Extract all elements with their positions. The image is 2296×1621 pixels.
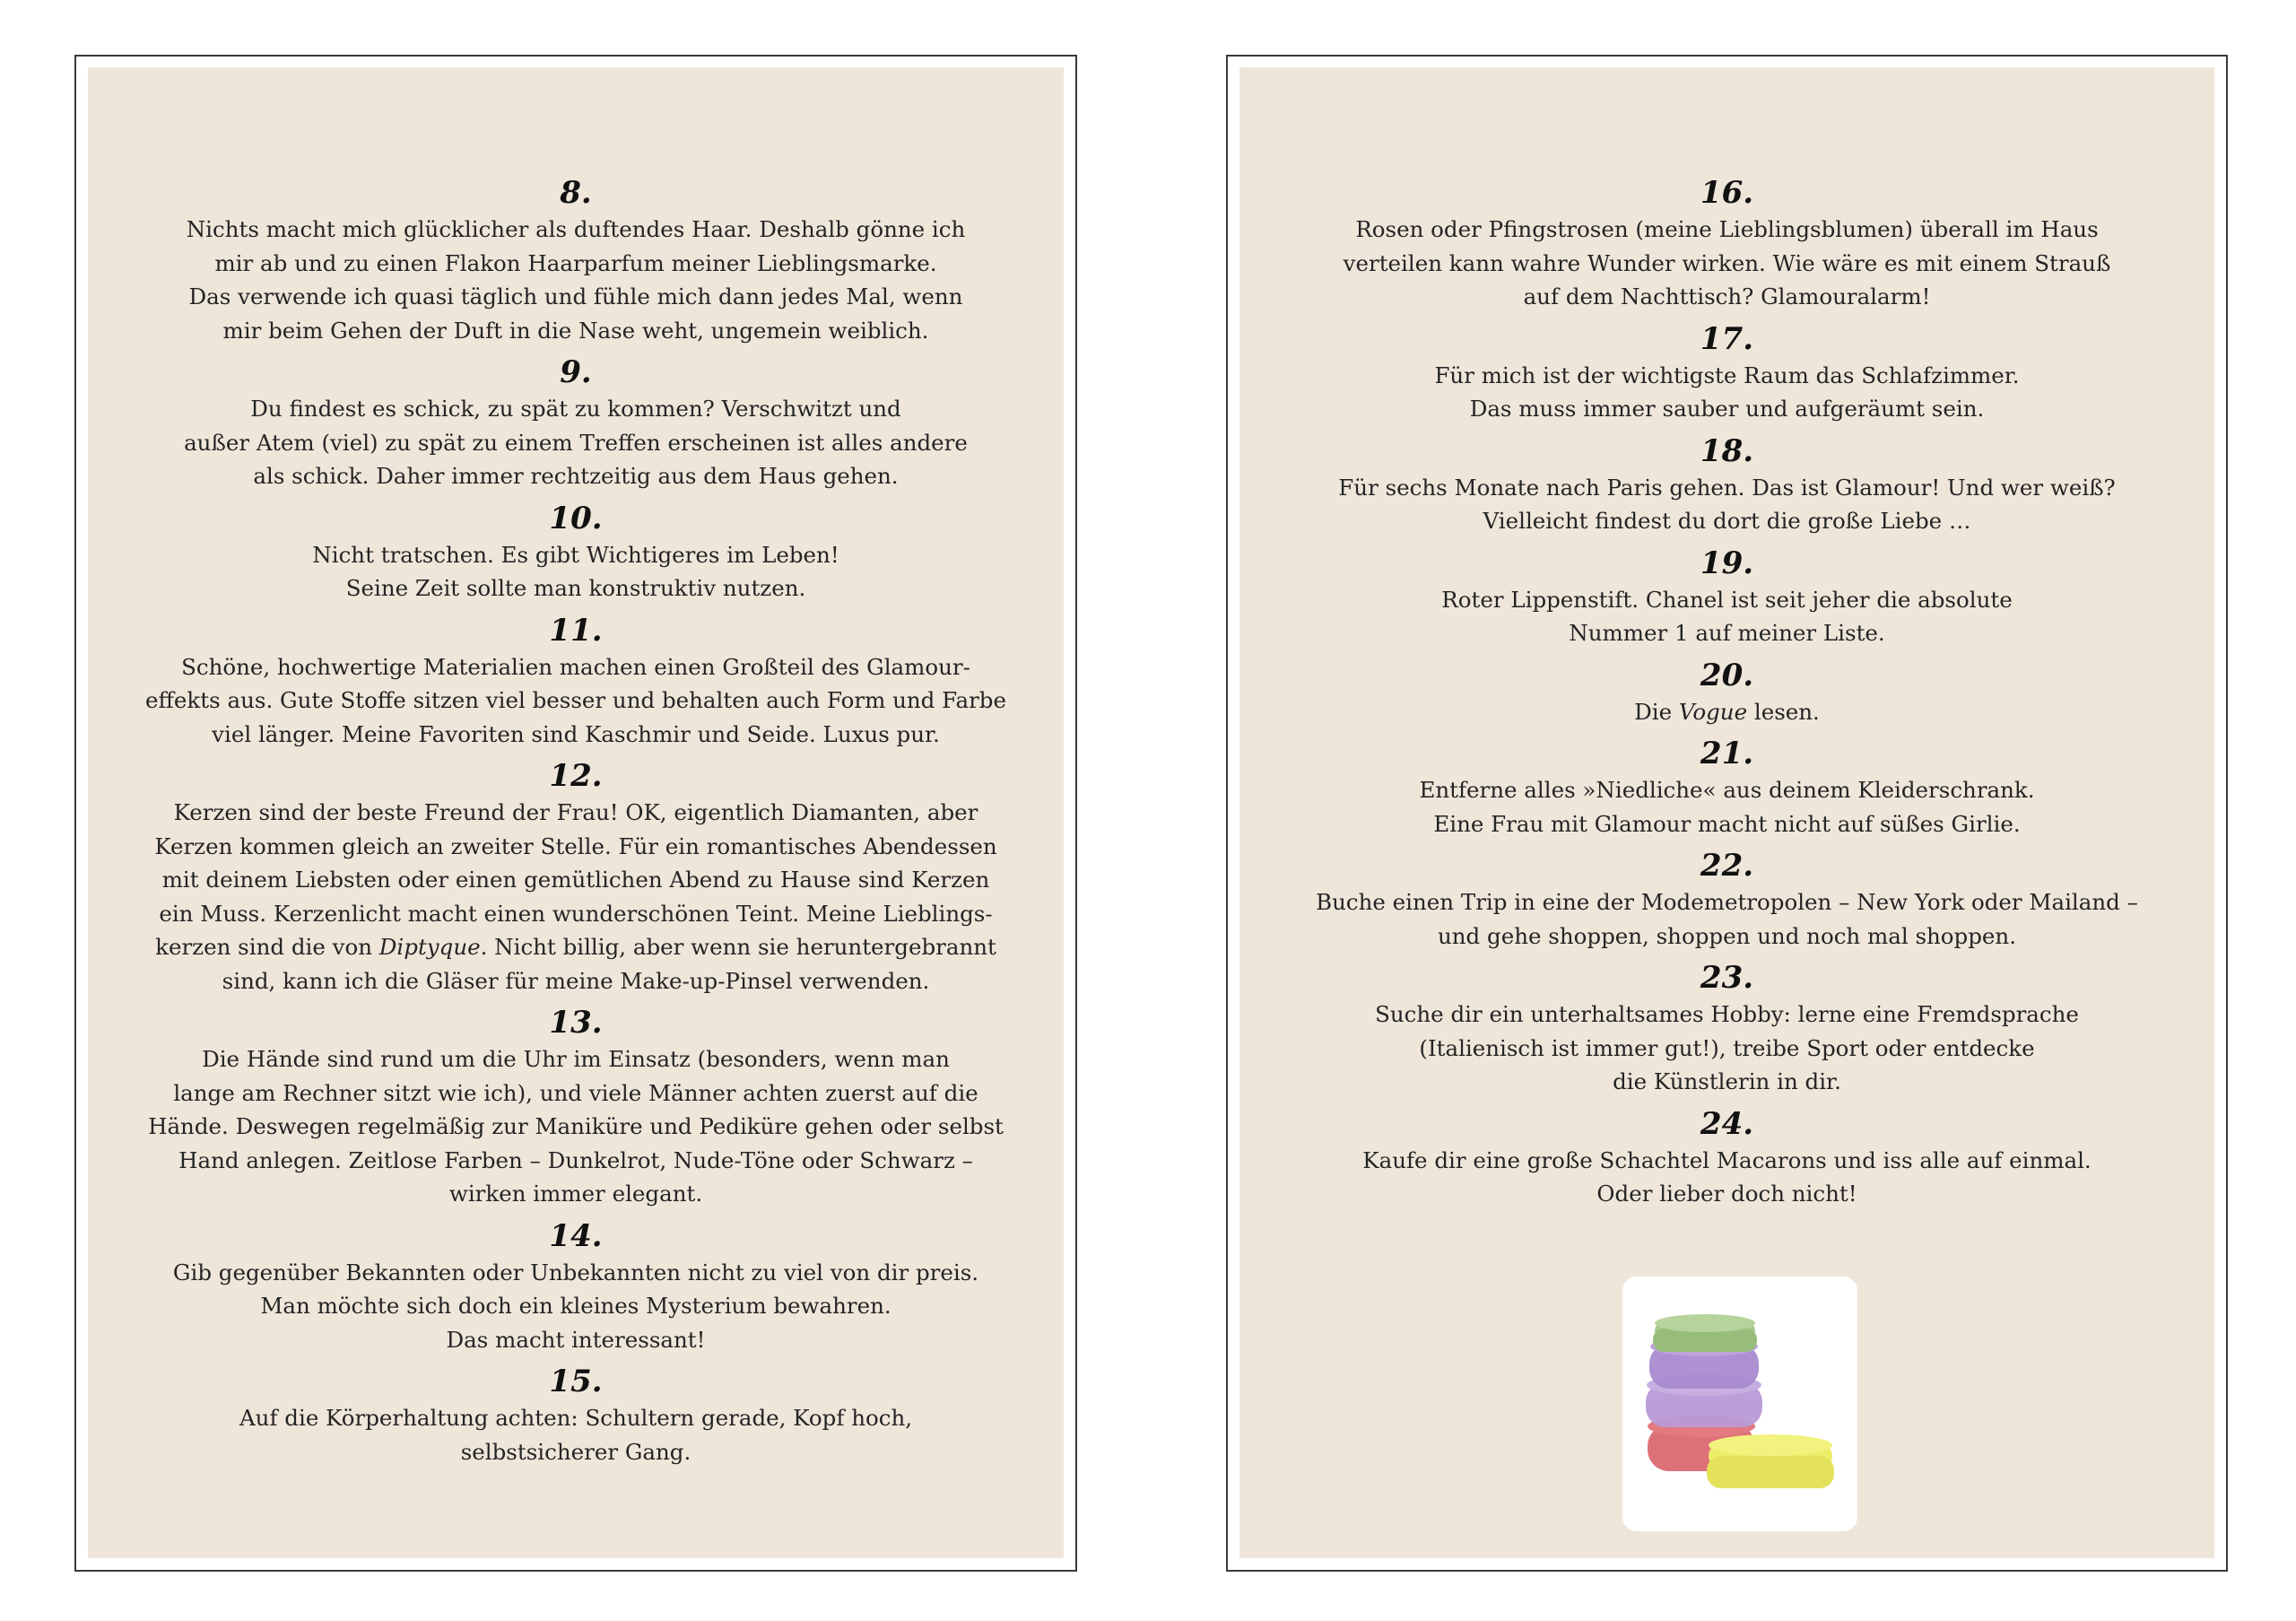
tip-text: Für mich ist der wichtigste Raum das Schlafzimmer. [1434,362,2020,388]
tip-text: als schick. Daher immer rechtzeitig aus dem Haus gehen. [253,463,899,489]
tip-text [1239,695,2214,729]
tip-text: Für sechs Monate nach Paris gehen. Das ist Glamour! Und wer weiß? [1338,474,2116,501]
tip-text: Das verwende ich quasi täglich und fühle mich dann jedes Mal, wenn [188,283,963,309]
tip-text: Roter Lippenstift. Chanel ist seit jeher die absolute [1441,586,2013,613]
tip-number: 21. [1700,736,1754,771]
tip-text-part: kerzen sind die von [155,934,379,960]
tip-text: Entferne alles »Niedliche« aus deinem Kleiderschrank. [1419,777,2035,803]
tip-text: Kaufe dir eine große Schachtel Macarons und iss alle auf einmal. [1362,1146,2092,1173]
tip-text: Oder lieber doch nicht! [1596,1181,1857,1207]
tip-20 [1239,658,2214,729]
magazine-name: Vogue [1678,698,1748,725]
tip-16 [1239,175,2214,314]
left-tips-list [88,175,1064,1476]
tip-text: sind, kann ich die Gläser für meine Make-up-Pinsel verwenden. [222,967,930,994]
tip-18 [1239,433,2214,538]
tip-number: 15. [549,1364,603,1399]
tip-24 [1239,1106,2214,1211]
tip-number: 16. [1700,175,1754,211]
tip-text: mir beim Gehen der Duft in die Nase weht, ungemein weiblich. [222,317,929,344]
tip-text: Hände. Deswegen regelmäßig zur Maniküre und Pediküre gehen oder selbst [148,1113,1004,1139]
tip-text: Seine Zeit sollte man konstruktiv nutzen. [345,575,806,601]
tip-text: lange am Rechner sitzt wie ich), und viele Männer achten zuerst auf die [173,1079,978,1106]
tip-number: 14. [549,1217,603,1254]
tip-number: 19. [1700,545,1754,581]
tip-text: die Künstlerin in dir. [1613,1068,1841,1094]
tip-text: Das macht interessant! [446,1326,706,1353]
tip-number: 20. [1700,657,1754,693]
tip-14 [88,1218,1064,1357]
tip-text: Nicht tratschen. Es gibt Wichtigeres im Leben! [312,541,839,568]
tip-text: Das muss immer sauber und aufgeräumt sein. [1469,396,1985,422]
tip-17 [1239,321,2214,426]
tip-text: Man möchte sich doch ein kleines Mysterium bewahren. [260,1293,891,1319]
tip-text: Eine Frau mit Glamour macht nicht auf süßes Girlie. [1433,810,2021,837]
tip-number: 8. [560,175,592,211]
tip-text: außer Atem (viel) zu spät zu einem Treffen erscheinen ist alles andere [184,429,968,456]
tip-text: effekts aus. Gute Stoffe sitzen viel besser und behalten auch Form und Farbe [145,687,1006,713]
tip-text: verteilen kann wahre Wunder wirken. Wie wäre es mit einem Strauß [1343,249,2111,276]
tip-21 [1239,736,2214,841]
macarons-illustration [1622,1277,1857,1531]
tip-text-part: Die [1634,698,1679,725]
tip-number: 13. [549,1005,603,1041]
tip-number: 12. [549,758,603,794]
tip-text: Die Hände sind rund um die Uhr im Einsatz (besonders, wenn man [202,1046,950,1072]
tip-text [88,930,1064,964]
right-page-panel [1239,67,2214,1558]
tip-text-part: lesen. [1747,698,1820,725]
tip-12 [88,758,1064,998]
tip-text: Kerzen kommen gleich an zweiter Stelle. Für ein romantisches Abendessen [154,832,997,859]
tip-text: Auf die Körperhaltung achten: Schultern gerade, Kopf hoch, [239,1405,913,1431]
tip-text: Nichts macht mich glücklicher als duftendes Haar. Deshalb gönne ich [186,216,966,242]
tip-15 [88,1364,1064,1468]
tip-text: Buche einen Trip in eine der Modemetropolen – New York oder Mailand – [1316,889,2138,915]
tip-text: Rosen oder Pfingstrosen (meine Lieblingsblumen) überall im Haus [1355,216,2099,242]
tip-number: 23. [1700,960,1754,996]
tip-text: Vielleicht findest du dort die große Liebe … [1483,508,1971,534]
brand-name: Diptyque [378,934,481,960]
tip-number: 22. [1700,848,1754,884]
tip-text: Schöne, hochwertige Materialien machen einen Großteil des Glamour- [181,653,970,680]
tip-number: 10. [549,500,603,536]
tip-number: 24. [1700,1105,1754,1142]
tip-9 [88,354,1064,493]
tip-19 [1239,545,2214,650]
tip-text: Gib gegenüber Bekannten oder Unbekannten nicht zu viel von dir preis. [172,1259,979,1285]
tip-text: viel länger. Meine Favoriten sind Kaschmir und Seide. Luxus pur. [212,720,940,747]
tip-11 [88,613,1064,752]
tip-text: (Italienisch ist immer gut!), treibe Sport oder entdecke [1419,1034,2035,1061]
tip-text: mit deinem Liebsten oder einen gemütlichen Abend zu Hause sind Kerzen [161,867,990,893]
tip-text: auf dem Nachttisch? Glamouralarm! [1523,283,1931,309]
tip-text: wirken immer elegant. [448,1181,703,1207]
tip-text: Nummer 1 auf meiner Liste. [1569,620,1885,646]
tip-text: selbstsicherer Gang. [460,1438,691,1465]
tip-23 [1239,960,2214,1099]
tip-text: Hand anlegen. Zeitlose Farben – Dunkelrot, Nude-Töne oder Schwarz – [178,1146,973,1173]
tip-number: 11. [549,612,603,649]
tip-text-part: . Nicht billig, aber wenn sie heruntergebrannt [480,934,996,960]
left-page-panel [88,67,1064,1558]
tip-text: und gehe shoppen, shoppen und noch mal shoppen. [1438,922,2016,949]
tip-8 [88,175,1064,347]
macarons-stack-icon [1622,1277,1857,1531]
tip-22 [1239,848,2214,953]
tip-number: 18. [1700,432,1754,469]
tip-text: mir ab und zu einen Flakon Haarparfum meiner Lieblingsmarke. [214,249,937,276]
tip-text: ein Muss. Kerzenlicht macht einen wunderschönen Teint. Meine Lieblings- [159,900,993,927]
tip-13 [88,1005,1064,1211]
tip-number: 17. [1700,320,1754,357]
right-page [1226,55,2228,1572]
left-page [74,55,1077,1572]
right-tips-list [1239,175,2214,1218]
tip-text: Suche dir ein unterhaltsames Hobby: lerne eine Fremdsprache [1375,1001,2079,1027]
tip-number: 9. [560,354,592,390]
tip-text: Kerzen sind der beste Freund der Frau! OK, eigentlich Diamanten, aber [173,799,978,825]
tip-text: Du findest es schick, zu spät zu kommen? Verschwitzt und [250,396,901,422]
tip-10 [88,501,1064,606]
